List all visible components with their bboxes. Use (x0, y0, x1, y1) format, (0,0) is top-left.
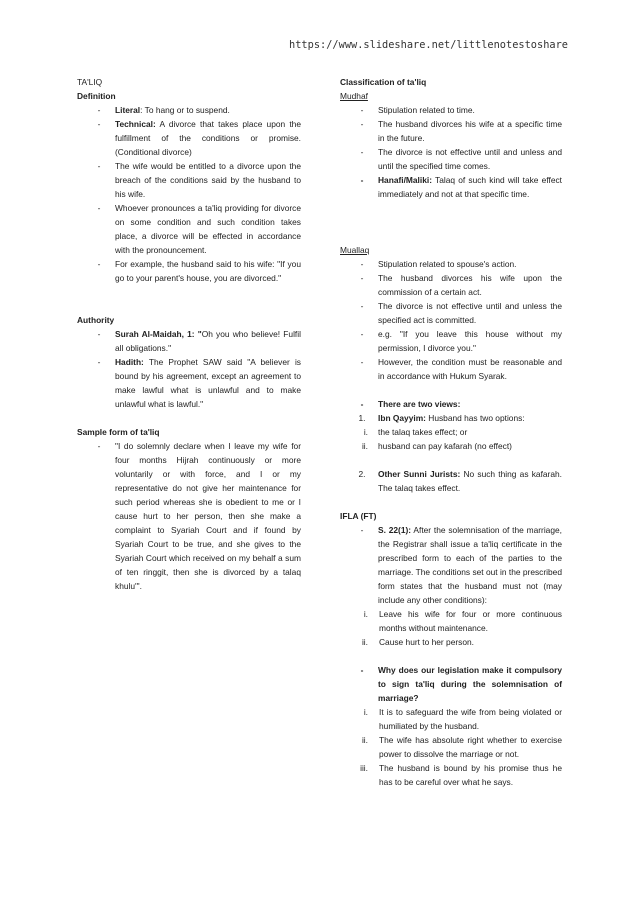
view-1-text: Husband has two options: (425, 413, 525, 423)
list-item (340, 117, 562, 145)
left-column (77, 75, 301, 593)
view-1-options (340, 425, 562, 453)
list-item (340, 173, 562, 201)
list-item-label: Technical: (115, 119, 156, 129)
s22-text: After the solemnisation of the marriage, the Registrar shall issue a ta'liq certificate in the prescribed form to each of the parties to the marriage. The conditions set out in the prescribed form states that the husband must not (may include any other conditions): (378, 525, 562, 605)
list-marker: ii. (361, 735, 368, 745)
list-item-text: A divorce that takes place upon the fulfillment of the conditions or promise. (Conditional divorce) (115, 119, 301, 157)
why-reasons (340, 705, 562, 789)
list-item (77, 103, 301, 117)
list-item-label: Surah Al-Maidah, 1: " (115, 329, 202, 339)
list-marker: 1. (358, 413, 366, 423)
why-question: Why does our legislation make it compulsory to sign ta'liq during the solemnisation of marriage? (378, 665, 562, 703)
list-item (340, 355, 562, 383)
list-marker: - (360, 175, 364, 185)
authority-heading: Authority (77, 315, 115, 325)
sub-list-item (340, 635, 562, 649)
list-item-text: The husband divorces his wife at a specific time in the future. (378, 119, 562, 143)
list-item-text: e.g. "If you leave this house without my permission, I divorce you." (378, 329, 562, 353)
list-item-text: For example, the husband said to his wife: "If you go to your parent's house, you are divorced." (115, 259, 301, 283)
list-item-label: Literal (115, 105, 141, 115)
list-item (340, 299, 562, 327)
list-item-text: The divorce is not effective until and unless the specified act is committed. (378, 301, 562, 325)
list-item-text: The husband divorces his wife upon the commission of a certain act. (378, 273, 562, 297)
list-item-text: Oh you who believe! Fulfil all obligations." (115, 329, 301, 353)
list-item (340, 257, 562, 271)
view-2-item (340, 467, 562, 495)
views-item (340, 397, 562, 411)
list-item-text: The wife would be entitled to a divorce upon the breach of the conditions said by the husband to his wife. (115, 161, 301, 199)
list-marker: - (360, 357, 364, 367)
list-marker: - (97, 105, 101, 115)
right-column (340, 75, 562, 789)
list-item (77, 117, 301, 159)
ifla-heading: IFLA (FT) (340, 511, 377, 521)
list-marker: - (97, 161, 101, 171)
list-item-text: husband can pay kafarah (no effect) (378, 441, 512, 451)
list-item-text: Whoever pronounces a ta'liq providing for divorce on some condition and such condition takes place, a divorce will be effected in accordance with the pronouncement. (115, 203, 301, 255)
list-item (77, 439, 301, 593)
list-item-text: Leave his wife for four or more continuous months without maintenance. (379, 609, 562, 633)
list-item-text: The divorce is not effective until and unless and until the specified time comes. (378, 147, 562, 171)
classification-heading: Classification of ta'liq (340, 77, 427, 87)
list-marker: - (360, 119, 364, 129)
list-item (77, 355, 301, 411)
list-item-text: "I do solemnly declare when I leave my wife for four months Hijrah continuously or more voluntarily or with force, and I or my representative do not give her maintenance for such period whereas she is obedient to me or I cause hurt to her person, then she make a complaint to Syariah Court and if found by Syariah Court to be true, and she gives to the Syariah Court which received on my behalf a sum of ten ringgit, then she is divorced by a talaq khulu'". (115, 441, 301, 591)
s22-conditions (340, 607, 562, 649)
list-marker: i. (363, 707, 368, 717)
sub-list-item (340, 761, 562, 789)
list-marker: i. (363, 609, 368, 619)
list-item-text: Cause hurt to her person. (379, 637, 474, 647)
s22-label: S. 22(1): (378, 525, 412, 535)
list-marker: - (97, 329, 101, 339)
list-marker: - (360, 665, 364, 675)
sample-heading: Sample form of ta'liq (77, 427, 160, 437)
sub-list-item (340, 439, 562, 453)
source-url: https://www.slideshare.net/littlenotestoshare (289, 39, 568, 51)
view-1-label: Ibn Qayyim: (378, 413, 426, 423)
list-item-text: the talaq takes effect; or (378, 427, 468, 437)
list-item (77, 327, 301, 355)
list-item-text: The wife has absolute right whether to exercise power to dissolve the marriage or not. (379, 735, 562, 759)
list-marker: ii. (361, 441, 368, 451)
view-1-item (340, 411, 562, 425)
list-marker: 2. (358, 469, 366, 479)
view-2-label: Other Sunni Jurists: (378, 469, 461, 479)
why-item (340, 663, 562, 705)
definition-heading: Definition (77, 91, 116, 101)
list-item-text: Stipulation related to time. (378, 105, 475, 115)
list-marker: - (360, 259, 364, 269)
list-marker: - (360, 399, 364, 409)
list-marker: - (97, 357, 101, 367)
list-marker: - (97, 259, 101, 269)
sub-list-item (340, 705, 562, 733)
sub-list-item (340, 425, 562, 439)
list-marker: - (360, 147, 364, 157)
s22-item (340, 523, 562, 607)
list-marker: iii. (360, 763, 368, 773)
list-item-text: However, the condition must be reasonable and in accordance with Hukum Syarak. (378, 357, 562, 381)
mudhaf-heading: Mudhaf (340, 91, 368, 101)
list-marker: - (97, 441, 101, 451)
list-marker: ii. (361, 637, 368, 647)
sample-list (77, 439, 301, 593)
list-item-text: Talaq of such kind will take effect immediately and not at that specific time. (378, 175, 562, 199)
list-marker: - (360, 105, 364, 115)
views-label: There are two views: (378, 399, 461, 409)
list-marker: - (97, 119, 101, 129)
list-marker: - (360, 525, 364, 535)
list-item-text: The Prophet SAW said "A believer is bound by his agreement, except an agreement to make lawful what is unlawful and to make unlawful what is lawful." (115, 357, 301, 409)
list-item (340, 327, 562, 355)
list-item-text: It is to safeguard the wife from being violated or humiliated by the husband. (379, 707, 562, 731)
list-item-label: Hanafi/Maliki: (378, 175, 432, 185)
list-item (340, 271, 562, 299)
list-item (340, 103, 562, 117)
list-marker: - (97, 203, 101, 213)
list-marker: i. (363, 427, 368, 437)
list-item (340, 145, 562, 173)
definition-list (77, 103, 301, 285)
list-item (77, 201, 301, 257)
sub-list-item (340, 733, 562, 761)
list-item-text: Stipulation related to spouse's action. (378, 259, 517, 269)
list-item (77, 257, 301, 285)
list-item-text: : To hang or to suspend. (140, 105, 230, 115)
list-item-label: Hadith: (115, 357, 144, 367)
list-marker: - (360, 273, 364, 283)
list-marker: - (360, 301, 364, 311)
list-item-text: The husband is bound by his promise thus he has to be careful over what he says. (379, 763, 562, 787)
list-item (77, 159, 301, 201)
sub-list-item (340, 607, 562, 635)
document-title: TA'LIQ (77, 77, 103, 87)
list-marker: - (360, 329, 364, 339)
view-2-text: No such thing as kafarah. The talaq takes effect. (378, 469, 562, 493)
muallaq-list (340, 257, 562, 383)
mudhaf-list (340, 103, 562, 201)
muallaq-heading: Muallaq (340, 245, 370, 255)
authority-list (77, 327, 301, 411)
